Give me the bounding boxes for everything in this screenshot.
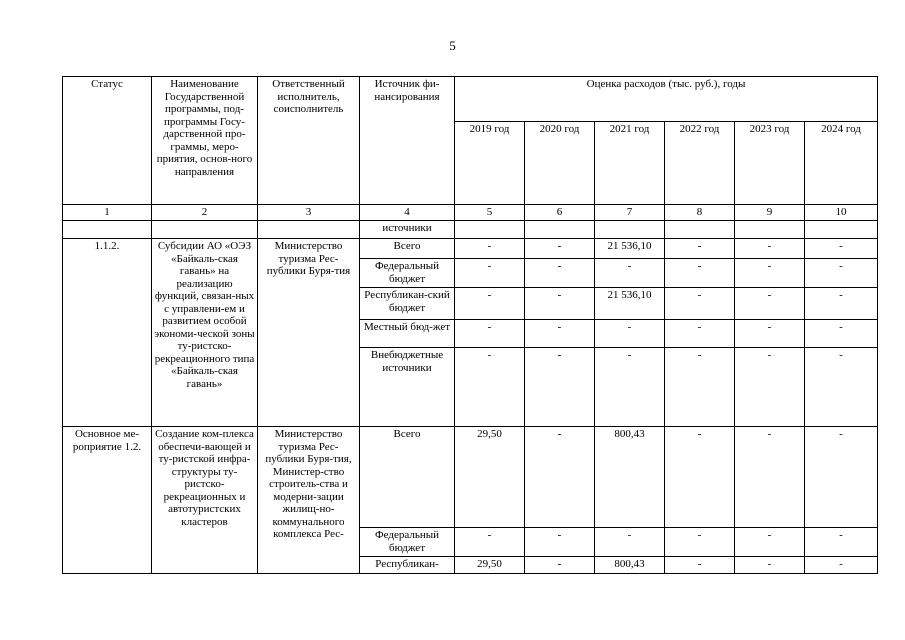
header-year: 2019 год (455, 122, 525, 205)
value-cell: - (805, 427, 878, 528)
header-year: 2023 год (735, 122, 805, 205)
value-cell: - (525, 528, 595, 557)
value-cell: - (455, 239, 525, 259)
column-number: 1 (63, 205, 152, 221)
budget-table (62, 76, 878, 574)
value-cell: 21 536,10 (595, 288, 665, 320)
value-cell: - (805, 528, 878, 557)
source-cell: Федеральный бюджет (360, 259, 455, 288)
name-cell: Субсидии АО «ОЭЗ «Байкаль-ская гавань» на реализацию функций, связан-ных с управлени-ем и развитием особой экономи-ческой зоны ту-ристско-рекреационного типа «Байкаль-ская гавань» (152, 239, 258, 427)
source-cell: Республикан-ский бюджет (360, 288, 455, 320)
source-cell: Местный бюд-жет (360, 320, 455, 348)
value-cell: - (805, 320, 878, 348)
value-cell: - (525, 557, 595, 574)
name-cell: Создание ком-плекса обеспечи-вающей и ту-ристской инфра-структуры ту-ристско-рекреационных и автотуристских кластеров (152, 427, 258, 574)
table-row (63, 427, 878, 528)
value-cell: - (525, 320, 595, 348)
source-cell: Всего (360, 239, 455, 259)
value-cell: - (735, 348, 805, 427)
value-cell: - (735, 259, 805, 288)
table-row (63, 221, 878, 239)
value-cell: - (665, 557, 735, 574)
value-cell: - (525, 288, 595, 320)
value-cell: - (735, 528, 805, 557)
value-cell: - (665, 239, 735, 259)
value-cell: - (665, 259, 735, 288)
value-cell: - (595, 528, 665, 557)
value-cell: - (665, 528, 735, 557)
column-number: 10 (805, 205, 878, 221)
executor-cell: Министерство туризма Рес-публики Буря-тия (258, 239, 360, 427)
value-cell: - (735, 239, 805, 259)
executor-cell: Министерство туризма Рес-публики Буря-тия, Министер-ство строитель-ства и модерни-зации жилищ-но-коммунального комплекса Рес- (258, 427, 360, 574)
value-cell: - (735, 557, 805, 574)
column-number: 6 (525, 205, 595, 221)
value-cell: - (595, 320, 665, 348)
column-number: 4 (360, 205, 455, 221)
value-cell: - (455, 259, 525, 288)
value-cell: - (455, 528, 525, 557)
column-number: 7 (595, 205, 665, 221)
header-source: Источник фи-нансирования (360, 77, 455, 205)
value-cell: - (665, 320, 735, 348)
source-cell: Внебюджетные источники (360, 348, 455, 427)
value-cell: - (595, 259, 665, 288)
header-costs: Оценка расходов (тыс. руб.), годы (455, 77, 878, 122)
page-number: 5 (449, 38, 456, 53)
header-year: 2024 год (805, 122, 878, 205)
header-name: Наименование Государственной программы, под-программы Госу-дарственной про-граммы, меро-приятия, основ-ного направления (152, 77, 258, 205)
source-cell: источники (360, 221, 455, 239)
value-cell: - (805, 288, 878, 320)
source-cell: Всего (360, 427, 455, 528)
value-cell: - (665, 427, 735, 528)
value-cell: - (805, 239, 878, 259)
source-cell: Федеральный бюджет (360, 528, 455, 557)
status-cell: Основное ме-роприятие 1.2. (63, 427, 152, 574)
header-year: 2021 год (595, 122, 665, 205)
column-number: 5 (455, 205, 525, 221)
value-cell: - (735, 288, 805, 320)
header-year: 2020 год (525, 122, 595, 205)
value-cell: - (595, 348, 665, 427)
value-cell: - (455, 348, 525, 427)
column-number: 2 (152, 205, 258, 221)
value-cell: - (805, 348, 878, 427)
value-cell: - (805, 557, 878, 574)
value-cell: 800,43 (595, 557, 665, 574)
header-executor: Ответственный исполнитель, соисполнитель (258, 77, 360, 205)
column-number: 3 (258, 205, 360, 221)
value-cell: - (525, 348, 595, 427)
column-number: 9 (735, 205, 805, 221)
column-number: 8 (665, 205, 735, 221)
value-cell: - (665, 288, 735, 320)
status-cell: 1.1.2. (63, 239, 152, 427)
value-cell: 29,50 (455, 427, 525, 528)
value-cell: - (455, 320, 525, 348)
value-cell: - (735, 320, 805, 348)
header-status: Статус (63, 77, 152, 205)
value-cell: - (735, 427, 805, 528)
value-cell: 800,43 (595, 427, 665, 528)
value-cell: 29,50 (455, 557, 525, 574)
value-cell: - (805, 259, 878, 288)
value-cell: - (665, 348, 735, 427)
value-cell: 21 536,10 (595, 239, 665, 259)
header-year: 2022 год (665, 122, 735, 205)
value-cell: - (525, 427, 595, 528)
source-cell: Республикан- (360, 557, 455, 574)
value-cell: - (525, 259, 595, 288)
table-row (63, 239, 878, 259)
value-cell: - (455, 288, 525, 320)
value-cell: - (525, 239, 595, 259)
